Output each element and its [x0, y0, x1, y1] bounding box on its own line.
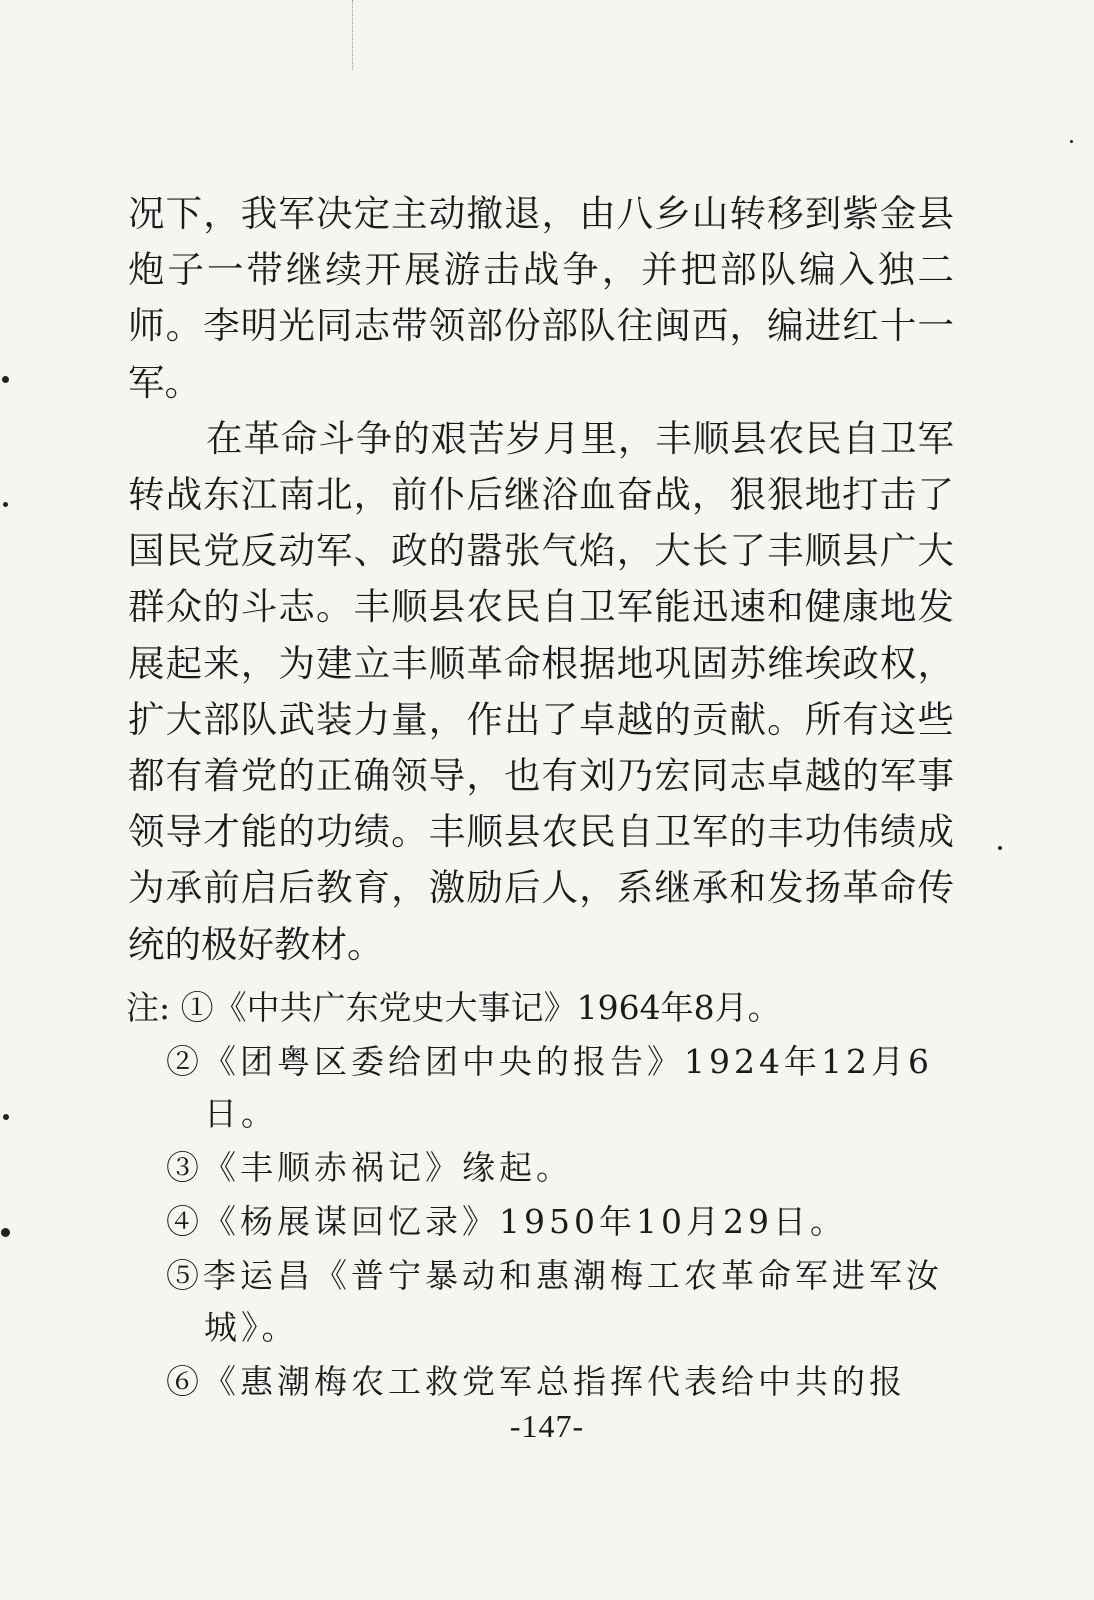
scan-mark	[3, 1114, 9, 1120]
scan-mark	[998, 846, 1002, 850]
paragraph-2: 在革命斗争的艰苦岁月里，丰顺县农民自卫军转战东江南北，前仆后继浴血奋战，狠狠地打击了国民党反动军、政的嚣张气焰，大长了丰顺县广大群众的斗志。丰顺县农民自卫军能迅速和健康地发展起来，为建立丰顺革命根据地巩固苏维埃政权，扩大部队武装力量，作出了卓越的贡献。所有这些都有着党的正确领导，也有刘乃宏同志卓越的军事领导才能的功绩。丰顺县农民自卫军的丰功伟绩成为承前启后教育，激励后人，系继承和发扬革命传统的极好教材。	[128, 416, 954, 966]
fold-line	[352, 0, 354, 70]
body-text	[128, 186, 954, 973]
paragraph-1: 况下，我军决定主动撤退，由八乡山转移到紫金县炮子一带继续开展游击战争，并把部队编入独二师。李明光同志带领部份部队往闽西，编进红十一军。	[128, 192, 954, 404]
page-number: -147-	[509, 1408, 585, 1444]
scan-mark	[2, 376, 9, 383]
scan-mark	[1, 1228, 10, 1237]
footnote-6: ⑥《惠潮梅农工救党军总指挥代表给中共的报	[166, 1362, 906, 1401]
footnote-1-text: ①《中共广东党史大事记》1964年8月。	[180, 988, 781, 1027]
scan-mark	[1070, 140, 1073, 143]
footnote-4: ④《杨展谋回忆录》1950年10月29日。	[166, 1202, 847, 1241]
notes-label: 注:	[126, 988, 171, 1027]
footnotes	[126, 982, 962, 1408]
scan-mark	[3, 502, 8, 507]
footnote-5: ⑤李运昌《普宁暴动和惠潮梅工农革命军进军汝城》。	[166, 1256, 943, 1347]
footnote-1	[126, 982, 962, 1034]
footnote-2: ②《团粤区委给团中央的报告》1924年12月6日。	[166, 1042, 933, 1133]
footnote-3: ③《丰顺赤祸记》缘起。	[166, 1148, 573, 1187]
